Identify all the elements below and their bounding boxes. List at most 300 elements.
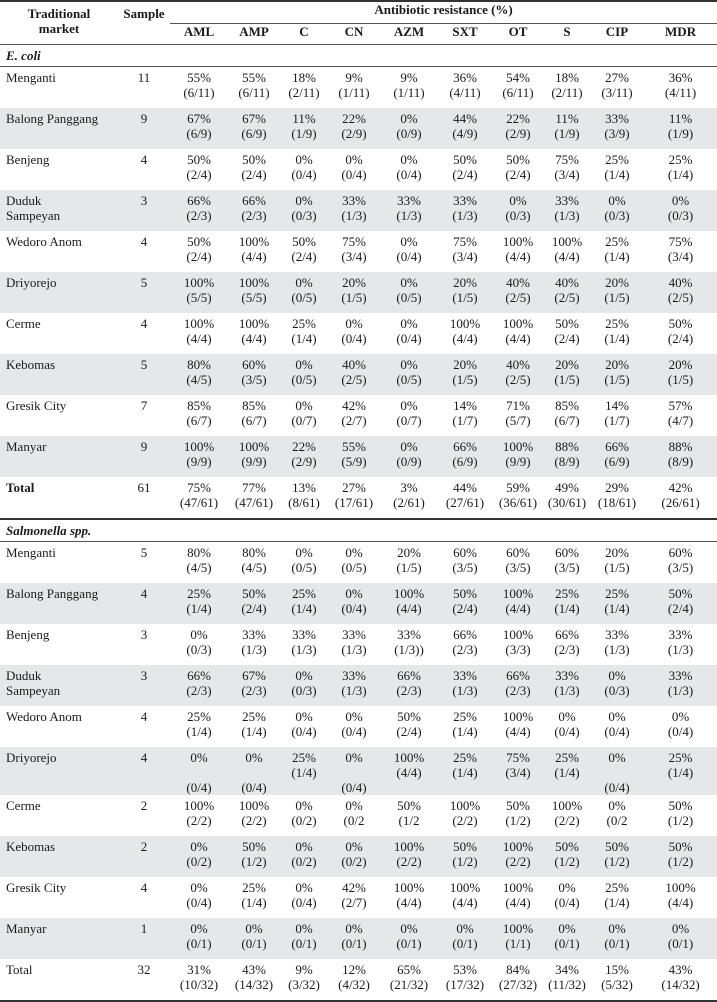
resistance-cell-cip	[590, 149, 644, 190]
resistance-percent: 0%	[558, 921, 576, 936]
section-title-suffix: spp.	[66, 523, 92, 538]
resistance-percent: 43%	[242, 962, 266, 977]
resistance-fraction: (1/11)	[338, 85, 370, 100]
resistance-cell-cn	[328, 918, 380, 959]
resistance-percent: 29%	[605, 480, 629, 495]
market-name	[0, 354, 118, 395]
resistance-cell-mdr	[644, 67, 717, 109]
resistance-percent: 100%	[238, 316, 270, 331]
resistance-cell-aml	[170, 477, 228, 519]
resistance-fraction	[328, 765, 380, 780]
resistance-fraction: (0/4)	[341, 724, 367, 739]
resistance-fraction: (0/3)	[186, 642, 212, 657]
resistance-cell-cn	[328, 836, 380, 877]
resistance-percent: 33%	[555, 668, 579, 683]
resistance-percent: 100%	[183, 439, 215, 454]
sample-count: 4	[140, 880, 148, 895]
resistance-fraction: (2/11)	[551, 85, 583, 100]
resistance-fraction: (0/3)	[291, 208, 317, 223]
resistance-fraction: (4/7)	[667, 413, 694, 428]
resistance-fraction: (8/9)	[554, 454, 580, 469]
sample-count: 4	[140, 709, 148, 724]
resistance-percent: 36%	[453, 70, 477, 85]
resistance-cell-azm	[380, 231, 438, 272]
resistance-percent: 0%	[345, 545, 363, 560]
resistance-fraction: (2/5)	[505, 290, 531, 305]
resistance-percent: 13%	[292, 480, 316, 495]
resistance-cell-cip	[590, 272, 644, 313]
resistance-fraction: (1/4)	[291, 765, 317, 780]
resistance-cell-c	[280, 959, 328, 1001]
resistance-fraction: (0/2)	[291, 813, 317, 828]
resistance-cell-s	[544, 272, 590, 313]
resistance-cell-mdr	[644, 231, 717, 272]
resistance-fraction: (4/5)	[241, 560, 267, 575]
resistance-fraction: (0/4)	[554, 895, 580, 910]
resistance-fraction: (6/9)	[186, 126, 212, 141]
resistance-fraction: (1/4)	[604, 895, 630, 910]
resistance-cell-c	[280, 231, 328, 272]
resistance-fraction: (14/32)	[234, 977, 274, 992]
table-row	[0, 542, 717, 584]
resistance-percent: 0%	[295, 398, 313, 413]
resistance-cell-cn	[328, 67, 380, 109]
resistance-percent: 20%	[453, 357, 477, 372]
resistance-fraction: (4/9)	[452, 126, 478, 141]
resistance-percent: 50%	[605, 839, 629, 854]
resistance-percent: 60%	[555, 545, 579, 560]
resistance-fraction: (0/9)	[396, 454, 422, 469]
resistance-fraction: (0/4)	[291, 167, 317, 182]
resistance-percent: 100%	[502, 880, 534, 895]
resistance-percent: 0%	[400, 921, 418, 936]
table-row	[0, 706, 717, 747]
table-row	[0, 149, 717, 190]
table-row	[0, 583, 717, 624]
resistance-cell-cn	[328, 706, 380, 747]
resistance-fraction: (2/7)	[341, 413, 367, 428]
sample-count: 1	[118, 918, 170, 959]
resistance-percent: 0%	[608, 193, 626, 208]
resistance-cell-azm	[380, 313, 438, 354]
resistance-percent: 44%	[453, 111, 477, 126]
resistance-cell-sxt	[438, 395, 492, 436]
resistance-percent: 88%	[555, 439, 579, 454]
resistance-fraction: (1/5)	[341, 290, 367, 305]
resistance-fraction: (18/61)	[597, 495, 637, 510]
resistance-cell-sxt	[438, 67, 492, 109]
resistance-percent: 100%	[502, 586, 534, 601]
resistance-percent: 0%	[295, 798, 313, 813]
resistance-cell-aml	[170, 747, 228, 795]
resistance-cell-aml	[170, 149, 228, 190]
resistance-cell-mdr	[644, 477, 717, 519]
resistance-cell-mdr	[644, 354, 717, 395]
header-antibiotic-resistance: Antibiotic resistance (%)	[170, 1, 717, 24]
section-row	[0, 519, 717, 542]
resistance-percent: 25%	[605, 880, 629, 895]
resistance-fraction: (36/61)	[498, 495, 538, 510]
resistance-percent: 50%	[668, 586, 693, 601]
market-name-line: Manyar	[6, 439, 47, 454]
market-name	[0, 108, 118, 149]
resistance-cell-aml	[170, 190, 228, 231]
resistance-cell-mdr	[644, 959, 717, 1001]
resistance-percent: 0%	[671, 921, 690, 936]
resistance-percent: 11%	[555, 111, 579, 126]
resistance-cell-aml	[170, 542, 228, 584]
sample-count: 5	[118, 354, 170, 395]
resistance-fraction: (3/3)	[505, 642, 531, 657]
resistance-cell-s	[544, 149, 590, 190]
table-row	[0, 313, 717, 354]
resistance-percent: 66%	[605, 439, 629, 454]
resistance-cell-cn	[328, 149, 380, 190]
resistance-fraction: (0/5)	[291, 560, 317, 575]
resistance-cell-s	[544, 477, 590, 519]
resistance-cell-mdr	[644, 190, 717, 231]
table-row	[0, 477, 717, 519]
resistance-percent: 27%	[342, 480, 366, 495]
resistance-percent: 0%	[190, 880, 208, 895]
resistance-fraction: (30/61)	[547, 495, 587, 510]
resistance-fraction: (1/3)	[554, 208, 580, 223]
resistance-cell-mdr	[644, 149, 717, 190]
resistance-cell-cn	[328, 354, 380, 395]
sample-count: 4	[140, 316, 148, 331]
resistance-fraction: (3/11)	[601, 85, 633, 100]
resistance-percent: 0%	[608, 709, 626, 724]
market-name	[0, 190, 118, 231]
resistance-cell-amp	[228, 665, 280, 706]
resistance-percent: 0%	[400, 275, 418, 290]
resistance-cell-ot	[492, 67, 544, 109]
resistance-percent: 25%	[555, 586, 579, 601]
resistance-fraction: (6/11)	[502, 85, 534, 100]
resistance-cell-amp	[228, 624, 280, 665]
resistance-percent: 0%	[345, 798, 363, 813]
resistance-cell-aml	[170, 624, 228, 665]
resistance-cell-c	[280, 477, 328, 519]
resistance-cell-cip	[590, 706, 644, 747]
resistance-cell-cn	[328, 624, 380, 665]
resistance-fraction: (0/2)	[291, 854, 317, 869]
resistance-percent: 0%	[608, 798, 626, 813]
resistance-cell-amp	[228, 149, 280, 190]
resistance-percent: 0%	[190, 750, 208, 765]
resistance-percent: 75%	[555, 152, 579, 167]
resistance-cell-azm	[380, 706, 438, 747]
resistance-cell-cn	[328, 665, 380, 706]
resistance-fraction: (17/61)	[334, 495, 374, 510]
resistance-cell-cip	[590, 836, 644, 877]
section-title-genus: Salmonella	[6, 523, 67, 538]
resistance-cell-mdr	[644, 624, 717, 665]
resistance-fraction	[228, 765, 280, 780]
resistance-fraction: (0/2)	[186, 854, 212, 869]
resistance-percent: 0%	[345, 750, 363, 765]
resistance-percent: 60%	[242, 357, 266, 372]
resistance-fraction: (0/2	[606, 813, 628, 828]
resistance-cell-mdr	[644, 836, 717, 877]
resistance-fraction: (0/4)	[396, 331, 422, 346]
resistance-fraction: (3/5)	[241, 372, 267, 387]
resistance-fraction: (4/4)	[452, 895, 478, 910]
resistance-fraction: (1/5)	[604, 560, 630, 575]
resistance-cell-azm	[380, 624, 438, 665]
resistance-percent: 66%	[555, 627, 579, 642]
resistance-fraction: (26/61)	[661, 495, 700, 510]
market-name	[0, 583, 118, 624]
sample-count: 4	[140, 234, 148, 249]
resistance-percent: 60%	[453, 545, 477, 560]
resistance-percent: 50%	[397, 709, 421, 724]
resistance-fraction: (1/3)	[341, 208, 367, 223]
resistance-percent: 66%	[187, 193, 211, 208]
resistance-cell-ot	[492, 583, 544, 624]
resistance-fraction: (0/7)	[291, 413, 317, 428]
resistance-percent: 33%	[342, 627, 366, 642]
resistance-fraction	[170, 765, 228, 780]
resistance-cell-amp	[228, 706, 280, 747]
resistance-fraction: (0/4)	[341, 780, 367, 795]
resistance-fraction: (1/5)	[667, 372, 694, 387]
resistance-percent: 100%	[502, 439, 534, 454]
resistance-fraction: (9/9)	[186, 454, 212, 469]
resistance-percent: 100%	[502, 234, 534, 249]
resistance-percent: 25%	[292, 750, 316, 765]
resistance-fraction: (0/4)	[241, 780, 267, 795]
resistance-cell-azm	[380, 747, 438, 795]
table-row	[0, 665, 717, 706]
resistance-fraction: (4/4)	[186, 331, 212, 346]
resistance-fraction: (0/5)	[341, 560, 367, 575]
resistance-cell-ot	[492, 918, 544, 959]
resistance-cell-cn	[328, 313, 380, 354]
resistance-cell-mdr	[644, 747, 717, 795]
sample-count: 5	[140, 545, 148, 560]
sample-count: 7	[140, 398, 148, 413]
resistance-percent: 25%	[187, 586, 211, 601]
resistance-fraction: (1/4)	[186, 724, 212, 739]
resistance-cell-s	[544, 959, 590, 1001]
market-name-line: Gresik City	[6, 880, 67, 895]
table-row	[0, 959, 717, 1001]
resistance-fraction: (9/9)	[241, 454, 267, 469]
resistance-percent: 20%	[605, 275, 629, 290]
resistance-percent: 27%	[605, 70, 629, 85]
resistance-fraction: (2/4)	[186, 249, 212, 264]
market-name-line: Sampeyan	[6, 683, 61, 698]
resistance-cell-sxt	[438, 272, 492, 313]
resistance-fraction: (1/4)	[186, 601, 212, 616]
resistance-cell-amp	[228, 959, 280, 1001]
resistance-percent: 50%	[668, 798, 693, 813]
resistance-percent: 0%	[456, 921, 474, 936]
resistance-fraction: (0/5)	[396, 372, 422, 387]
resistance-percent: 0%	[190, 839, 208, 854]
resistance-percent: 0%	[608, 921, 626, 936]
header-antibiotic-aml: AML	[170, 24, 228, 45]
resistance-fraction: (2/2)	[505, 854, 531, 869]
resistance-fraction: (0/4)	[396, 249, 422, 264]
resistance-fraction: (1/3)	[341, 642, 367, 657]
resistance-fraction: (1/4)	[604, 601, 630, 616]
resistance-cell-cip	[590, 67, 644, 109]
resistance-cell-aml	[170, 354, 228, 395]
resistance-fraction: (2/3)	[554, 642, 580, 657]
resistance-cell-s	[544, 795, 590, 836]
market-name-line: Cerme	[6, 798, 41, 813]
resistance-cell-c	[280, 624, 328, 665]
resistance-fraction: (2/9)	[291, 454, 317, 469]
resistance-percent: 100%	[449, 316, 481, 331]
resistance-fraction: (4/11)	[449, 85, 481, 100]
resistance-cell-ot	[492, 624, 544, 665]
resistance-cell-c	[280, 190, 328, 231]
market-name-line: Wedoro Anom	[6, 709, 82, 724]
resistance-percent: 42%	[342, 398, 366, 413]
resistance-percent: 42%	[668, 480, 693, 495]
resistance-cell-c	[280, 918, 328, 959]
resistance-fraction: (1/3)	[241, 642, 267, 657]
header-market-line-2: market	[38, 21, 80, 36]
resistance-cell-azm	[380, 395, 438, 436]
resistance-percent: 50%	[242, 152, 266, 167]
resistance-percent: 0%	[608, 750, 626, 765]
resistance-fraction: (2/4)	[186, 167, 212, 182]
market-name	[0, 477, 118, 519]
resistance-cell-azm	[380, 436, 438, 477]
resistance-percent: 11%	[668, 111, 693, 126]
resistance-fraction: (3/4)	[554, 167, 580, 182]
resistance-percent: 0%	[509, 193, 527, 208]
resistance-fraction: (2/5)	[505, 372, 531, 387]
header-antibiotic-cip: CIP	[590, 24, 644, 45]
resistance-percent: 67%	[187, 111, 211, 126]
resistance-cell-aml	[170, 272, 228, 313]
resistance-fraction: (2/11)	[288, 85, 320, 100]
resistance-percent: 100%	[238, 275, 270, 290]
resistance-cell-mdr	[644, 795, 717, 836]
resistance-percent: 0%	[345, 921, 363, 936]
resistance-fraction: (4/4)	[396, 601, 422, 616]
resistance-cell-c	[280, 436, 328, 477]
resistance-percent: 100%	[393, 839, 425, 854]
resistance-fraction: (4/4)	[452, 331, 478, 346]
resistance-percent: 33%	[555, 193, 579, 208]
table-row	[0, 836, 717, 877]
resistance-cell-sxt	[438, 747, 492, 795]
resistance-cell-cn	[328, 747, 380, 795]
resistance-cell-aml	[170, 313, 228, 354]
resistance-percent: 59%	[506, 480, 530, 495]
resistance-percent: 100%	[551, 798, 583, 813]
resistance-percent: 25%	[668, 152, 693, 167]
market-name-line: Kebomas	[6, 839, 56, 854]
resistance-fraction: (1/9)	[554, 126, 580, 141]
resistance-percent: 0%	[295, 921, 313, 936]
resistance-percent: 9%	[345, 70, 363, 85]
resistance-percent: 75%	[668, 234, 693, 249]
resistance-fraction: (0/3)	[604, 683, 630, 698]
resistance-fraction: (4/4)	[505, 249, 531, 264]
resistance-cell-azm	[380, 877, 438, 918]
resistance-percent: 18%	[292, 70, 316, 85]
sample-count: 9	[118, 108, 170, 149]
resistance-cell-amp	[228, 795, 280, 836]
resistance-percent: 33%	[668, 668, 693, 683]
resistance-percent: 60%	[506, 545, 530, 560]
resistance-cell-ot	[492, 354, 544, 395]
market-name-line: Duduk	[6, 193, 42, 208]
resistance-percent: 0%	[345, 839, 363, 854]
resistance-fraction: (1/4)	[291, 331, 317, 346]
table-row	[0, 231, 717, 272]
resistance-percent: 75%	[506, 750, 530, 765]
resistance-fraction: (0/4)	[291, 724, 317, 739]
resistance-fraction: (10/32)	[179, 977, 219, 992]
resistance-percent: 25%	[668, 750, 693, 765]
resistance-fraction: (1/5)	[452, 372, 478, 387]
market-name	[0, 959, 118, 1001]
resistance-cell-cn	[328, 190, 380, 231]
market-name-line: Benjeng	[6, 627, 50, 642]
market-name-line: Manyar	[6, 921, 47, 936]
resistance-fraction: (1/2)	[667, 813, 694, 828]
resistance-fraction: (1/3)	[667, 683, 694, 698]
resistance-percent: 0%	[190, 627, 208, 642]
resistance-cell-ot	[492, 313, 544, 354]
resistance-fraction: (2/2)	[554, 813, 580, 828]
resistance-fraction: (2/3)	[505, 683, 531, 698]
resistance-fraction: (6/7)	[186, 413, 212, 428]
resistance-percent: 66%	[453, 439, 477, 454]
resistance-cell-s	[544, 583, 590, 624]
resistance-fraction: (2/2)	[241, 813, 267, 828]
resistance-percent: 54%	[506, 70, 530, 85]
resistance-percent: 100%	[393, 586, 425, 601]
resistance-percent: 0%	[345, 586, 363, 601]
resistance-percent: 88%	[668, 439, 693, 454]
resistance-fraction: (4/4)	[554, 249, 580, 264]
resistance-percent: 0%	[295, 545, 313, 560]
resistance-fraction: (1/2)	[505, 813, 531, 828]
resistance-fraction: (1/4)	[667, 765, 694, 780]
resistance-cell-ot	[492, 436, 544, 477]
resistance-fraction: (2/4)	[667, 331, 694, 346]
resistance-percent: 25%	[605, 234, 629, 249]
market-name-line: Menganti	[6, 70, 56, 85]
header-sample: Sample	[118, 1, 170, 45]
resistance-percent: 100%	[183, 275, 215, 290]
resistance-fraction: (27/61)	[445, 495, 485, 510]
resistance-percent: 100%	[502, 921, 534, 936]
resistance-cell-cip	[590, 877, 644, 918]
resistance-percent: 100%	[183, 316, 215, 331]
resistance-fraction: (1/3))	[394, 642, 424, 657]
resistance-fraction: (0/4)	[554, 724, 580, 739]
resistance-percent: 0%	[400, 152, 418, 167]
resistance-fraction: (3/5)	[452, 560, 478, 575]
resistance-cell-mdr	[644, 436, 717, 477]
resistance-percent: 50%	[187, 234, 211, 249]
resistance-percent: 33%	[453, 668, 477, 683]
resistance-percent: 100%	[393, 880, 425, 895]
resistance-percent: 0%	[400, 234, 418, 249]
resistance-percent: 0%	[295, 275, 313, 290]
resistance-fraction: (47/61)	[179, 495, 219, 510]
